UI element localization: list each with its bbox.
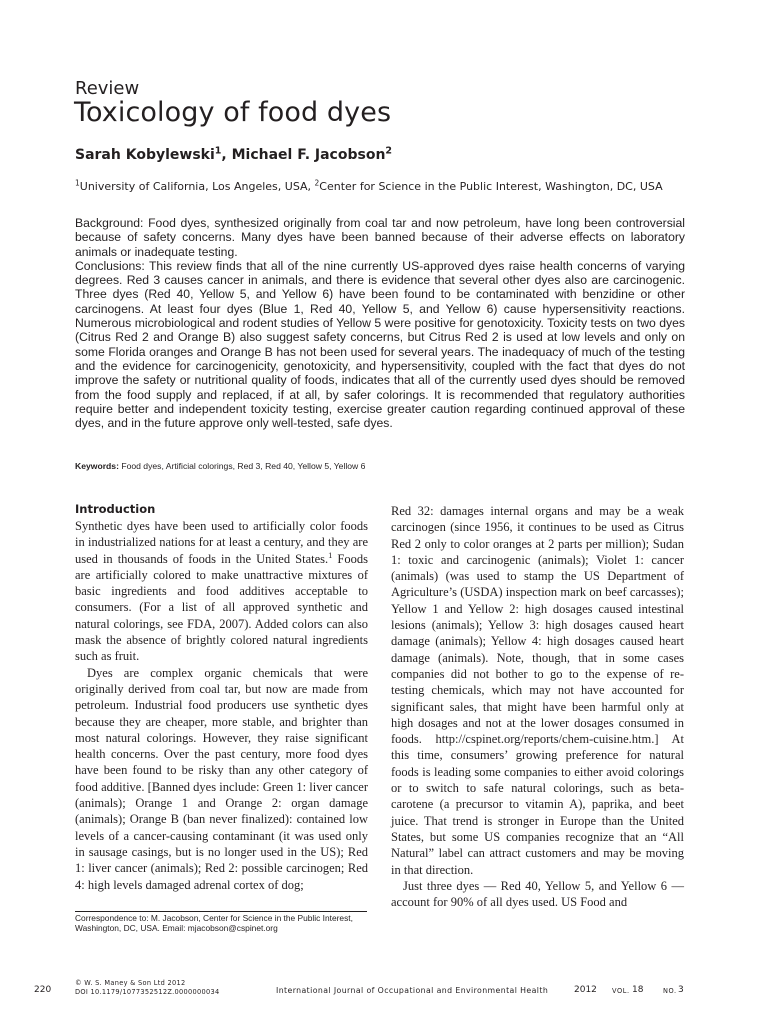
article-title: Toxicology of food dyes: [74, 97, 392, 128]
copyright-notice: © W. S. Maney & Son Ltd 2012: [75, 979, 186, 987]
article-type-label: Review: [75, 78, 140, 99]
correspondence-note: Correspondence to: M. Jacobson, Center for Science in the Public Interest, Washington, DC, USA. Email: mjacobson@cspinet.org: [75, 913, 353, 934]
body-column-left: [75, 503, 368, 893]
author-separator: ,: [221, 147, 232, 163]
issue-number: 3: [678, 985, 684, 995]
journal-name: International Journal of Occupational and Environmental Health: [276, 986, 549, 995]
publication-year: 2012: [574, 985, 597, 995]
affiliations: [75, 180, 663, 193]
volume-number: 18: [632, 985, 644, 995]
abstract-text: : Food dyes, synthesized originally from coal tar and now petroleum, have long been controversial because of safety concerns. Many dyes have been banned because of their adverse effects on laboratory animals or inadequate testing.: [75, 216, 685, 259]
body-paragraph: Red 32: damages internal organs and may be a weak carcinogen (since 1956, it continues to be used as Citrus Red 2 only to color oranges at 2 parts per million); Sudan 1: toxic and carcinogenic (animals); Violet 1: cancer (animals) (was used to stamp the US Department of Agriculture’s (USDA) inspection mark on beef carcasses); Yellow 1 and Yellow 2: high dosages caused intestinal lesions (animals); Yellow 3: high dosages caused heart damage (animals); Yellow 4: high dosages caused heart damage (animals). Note, though, that in some cases companies did not bother to go to the expense of re-testing chemicals, which may not have accounted for significant sales, that might have been harmful only at high dosages and not at the lower dosages consumed in foods. http://cspinet.org/reports/chem-cuisine.htm.] At this time, consumers’ growing preference for natural foods is leading some companies to either avoid colorings or to switch to safe natural colorings, such as beta-carotene (a precursor to vitamin A), paprika, and beet juice. That trend is stronger in Europe than the United States, but some US companies recognize that an “All Natural” label can attract customers and may be moving in that direction.: [391, 504, 684, 877]
issue-label: NO.: [663, 987, 677, 995]
affiliation-marker: 1: [75, 178, 80, 188]
volume-label: VOL.: [612, 987, 630, 995]
affiliation-marker: 1: [214, 145, 222, 157]
keywords-text: Food dyes, Artificial colorings, Red 3, Red 40, Yellow 5, Yellow 6: [118, 461, 366, 471]
author-name: Michael F. Jacobson: [231, 147, 386, 163]
abstract-label: Background: [75, 216, 141, 230]
footnote-divider: [75, 911, 367, 912]
author-name: Sarah Kobylewski: [75, 147, 215, 163]
affiliation-text: University of California, Los Angeles, USA,: [79, 180, 315, 193]
affiliation-marker: 2: [314, 178, 320, 188]
page-number: 220: [34, 985, 52, 995]
body-paragraph: Synthetic dyes have been used to artificially color foods in industrialized nations for at least a century, and they are used in thousands of foods in the United States.$^1$ Foods are artificially colored to make unattractive mixtures of basic ingredients and food additives acceptable to consumers. (For a list of all approved synthetic and natural colorings, see FDA, 2007). Added colors can also mask the absence of brightly colored natural ingredients such as fruit.: [75, 519, 368, 664]
abstract-conclusions: [75, 259, 685, 431]
doi: DOI 10.1179/1077352512Z.0000000034: [75, 988, 220, 996]
affiliation-marker: 2: [385, 145, 393, 157]
keywords-label: Keywords:: [75, 461, 119, 471]
abstract-background: [75, 216, 685, 259]
abstract: [75, 216, 685, 430]
body-column-right: [391, 503, 684, 910]
author-list: [75, 147, 392, 163]
body-paragraph: Just three dyes — Red 40, Yellow 5, and Yellow 6 — account for 90% of all dyes used. US Food and: [391, 878, 684, 910]
section-heading: Introduction: [75, 502, 156, 516]
citation-marker: 1: [328, 549, 333, 560]
body-paragraph: Dyes are complex organic chemicals that were originally derived from coal tar, but now are made from petroleum. Industrial food producers use synthetic dyes because they are cheaper, more stable, and brighter than most natural colorings. However, they raise significant health concerns. Over the past century, more food dyes have been found to be risky than any other category of food additive. [Banned dyes include: Green 1: liver cancer (animals); Orange 1 and Orange 2: organ damage (animals); Orange B (ban never finalized): contained low levels of a cancer-causing contaminant (it was used only in sausage casings, but is no longer used in the US); Red 1: liver cancer (animals); Red 2: possible carcinogen; Red 4: high levels damaged adrenal cortex of dog;: [75, 665, 368, 892]
abstract-text: : This review finds that all of the nine currently US-approved dyes raise health concerns of varying degrees. Red 3 causes cancer in animals, and there is evidence that several other dyes also are carcinogenic. Three dyes (Red 40, Yellow 5, and Yellow 6) have been found to be contaminated with benzidine or other carcinogens. At least four dyes (Blue 1, Red 40, Yellow 5, and Yellow 6) cause hypersensitivity reactions. Numerous microbiological and rodent studies of Yellow 5 were positive for genotoxicity. Toxicity tests on two dyes (Citrus Red 2 and Orange B) also suggest safety concerns, but Citrus Red 2 is used at low levels and only on some Florida oranges and Orange B has not been used for several years. The inadequacy of much of the testing and the evidence for carcinogenicity, genotoxicity, and hypersensitivity, coupled with the fact that dyes do not improve the safety or nutritional quality of foods, indicates that all of the currently used dyes should be removed from the food supply and replaced, if at all, by safer colorings. It is recommended that regulatory authorities require better and independent toxicity testing, exercise greater caution regarding continued approval of these dyes, and in the future approve only well-tested, safe dyes.: [75, 258, 685, 431]
affiliation-text: Center for Science in the Public Interest, Washington, DC, USA: [319, 180, 663, 193]
keywords: [75, 461, 365, 471]
abstract-label: Conclusions: [75, 258, 142, 273]
